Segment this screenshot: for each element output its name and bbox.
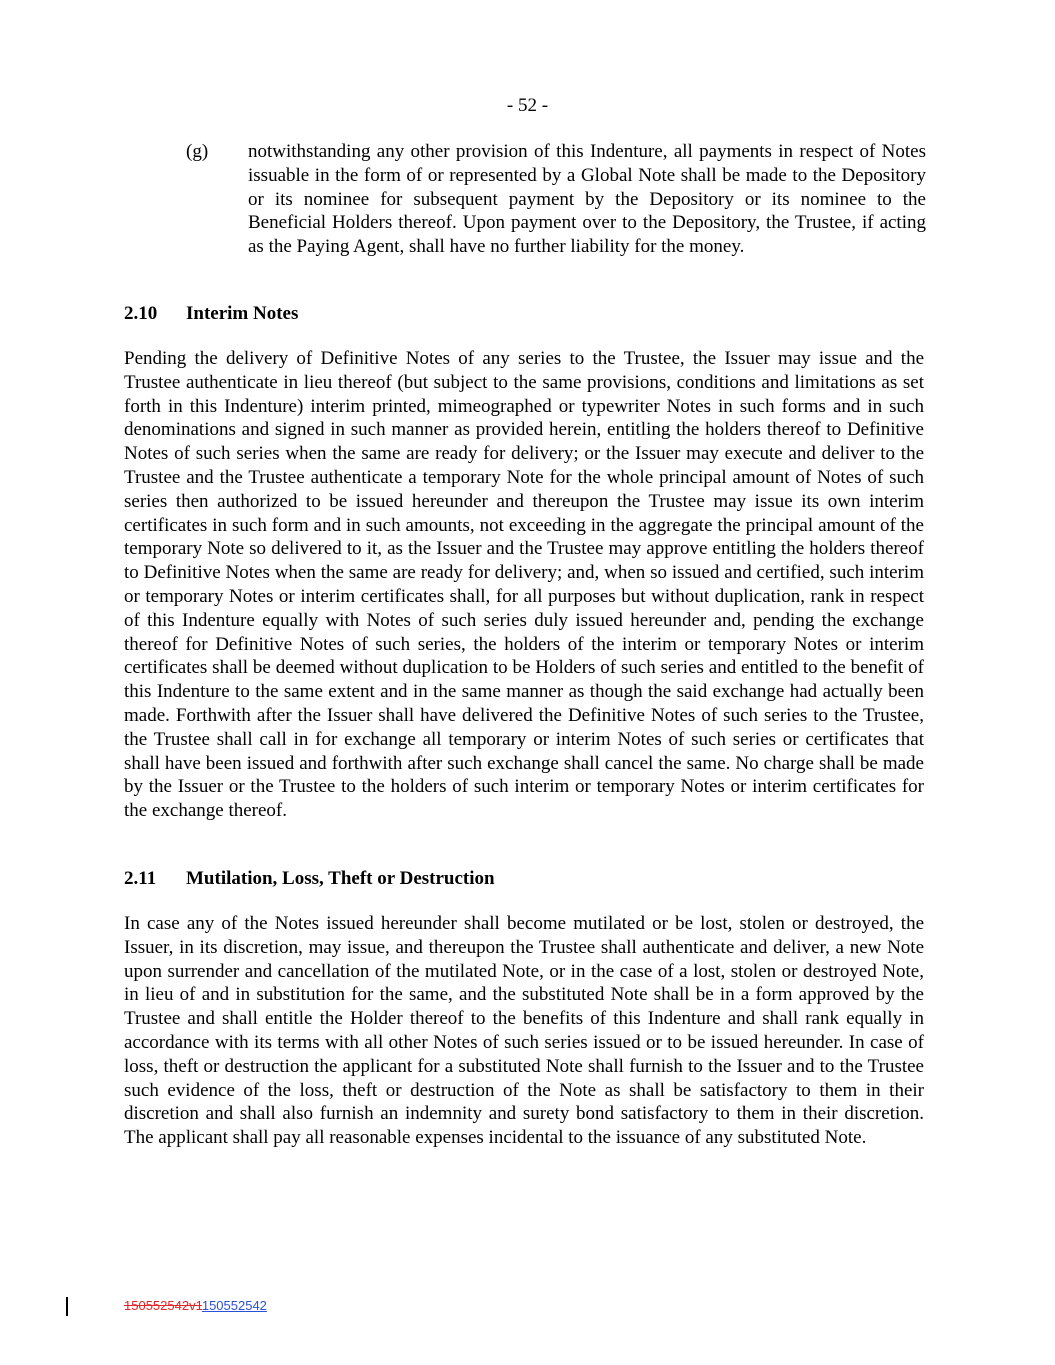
section-2-11-heading <box>124 867 495 891</box>
inserted-doc-ref: 150552542 <box>201 1298 267 1313</box>
item-g-label: (g) <box>186 141 209 162</box>
item-g-text: notwithstanding any other provision of this Indenture, all payments in respect of Notes issuable in the form of or represented by a Global Note shall be made to the Depository or its nominee for subsequent payment by the Depository or its nominee to the Beneficial Holders thereof. Upon payment over to the Depository, the Trustee, if acting as the Paying Agent, shall have no further liability for the money. <box>248 141 926 258</box>
page-number: - 52 - <box>506 95 549 116</box>
section-2-10-heading <box>124 302 298 326</box>
section-2-11-body: In case any of the Notes issued hereunder shall become mutilated or be lost, stolen or destroyed, the Issuer, in its discretion, may issue, and thereupon the Trustee shall authenticate and deliver, a new Note upon surrender and cancellation of the mutilated Note, or in the case of a lost, stolen or destroyed Note, in lieu of and in substitution for the same, and the substituted Note shall be in a form approved by the Trustee and shall entitle the Holder thereof to the benefits of this Indenture and shall rank equally in accordance with its terms with all other Notes of such series issued or to be issued hereunder. In case of loss, theft or destruction the applicant for a substituted Note shall furnish to the Issuer and to the Trustee such evidence of the loss, theft or destruction of the Note as shall be satisfactory to them in their discretion and shall also furnish an indemnity and surety bond satisfactory to them in their discretion. The applicant shall pay all reasonable expenses incidental to the issuance of any substituted Note. <box>124 913 924 1149</box>
section-2-11-number: 2.11 <box>124 868 157 889</box>
section-2-11-title: Mutilation, Loss, Theft or Destruction <box>186 868 495 889</box>
deleted-doc-ref: 150552542v1 <box>124 1298 202 1313</box>
item-g <box>186 140 926 259</box>
document-reference <box>124 1298 267 1314</box>
change-bar <box>66 1297 68 1316</box>
section-2-10-body: Pending the delivery of Definitive Notes of any series to the Trustee, the Issuer may issue and the Trustee authenticate in lieu thereof (but subject to the same provisions, conditions and limitations as set forth in this Indenture) interim printed, mimeographed or typewriter Notes in such forms and in such denominations and signed in such manner as provided herein, entitling the holders thereof to Definitive Notes of such series when the same are ready for delivery; or the Issuer may execute and deliver to the Trustee and the Trustee authenticate a temporary Note for the whole principal amount of Notes of such series then authorized to be issued hereunder and thereupon the Trustee may issue its own interim certificates in such form and in such amounts, not exceeding in the aggregate the principal amount of the temporary Note so delivered to it, as the Issuer and the Trustee may approve entitling the holders thereof to Definitive Notes when the same are ready for delivery; and, when so issued and certified, such interim or temporary Notes or interim certificates shall, for all purposes but without duplication, rank in respect of this Indenture equally with Notes of such series duly issued hereunder and, pending the exchange thereof for Definitive Notes of such series, the holders of the interim or temporary Notes or interim certificates shall be deemed without duplication to be Holders of such series and entitled to the benefit of this Indenture to the same extent and in the same manner as though the said exchange had actually been made. Forthwith after the Issuer shall have delivered the Definitive Notes of such series to the Trustee, the Trustee shall call in for exchange all temporary or interim Notes of such series or certificates that shall have been issued and forthwith after such exchange shall cancel the same. No charge shall be made by the Issuer or the Trustee to the holders of such interim or temporary Notes or interim certificates for the exchange thereof. <box>124 348 924 822</box>
section-2-10-title: Interim Notes <box>186 303 299 324</box>
section-2-10-number: 2.10 <box>124 303 158 324</box>
